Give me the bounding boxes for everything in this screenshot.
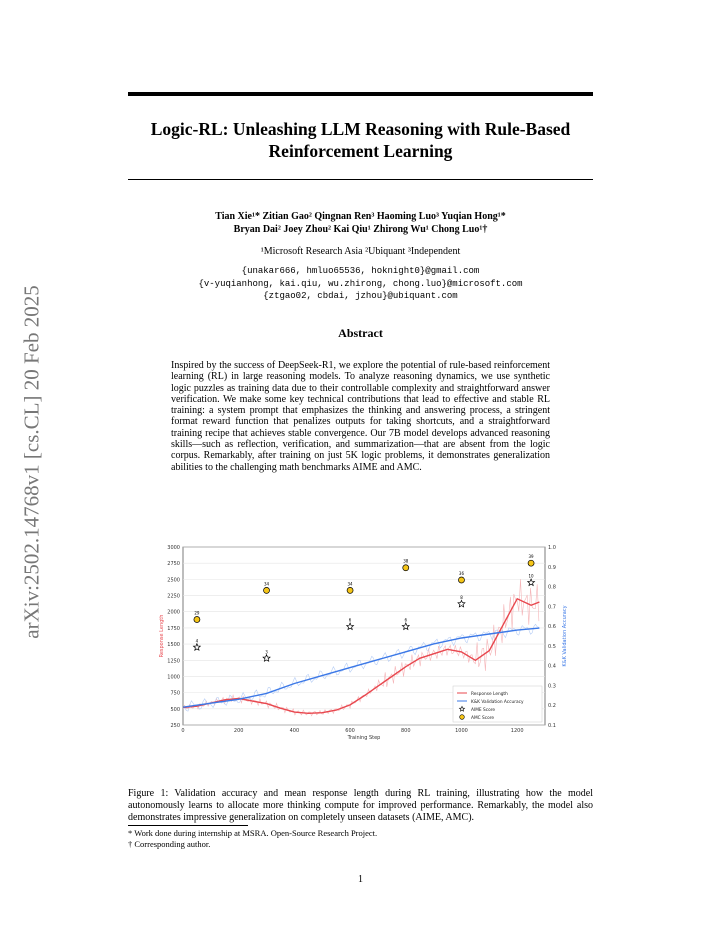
y-axis-label-left: Response Length [159, 614, 165, 658]
amc-score-marker [528, 560, 534, 566]
amc-score-marker [347, 587, 353, 593]
email-line: {ztgao02, cbdai, jzhou}@ubiquant.com [263, 291, 458, 301]
y-axis-label-right: K&K Validation Accuracy [562, 605, 568, 667]
footnote-corresponding: † Corresponding author. [128, 839, 211, 849]
aime-score-label: 3 [265, 649, 268, 655]
page-number: 1 [358, 874, 363, 885]
aime-score-label: 6 [348, 617, 352, 623]
y-tick-label-left: 750 [170, 690, 180, 697]
y-tick-label-left: 1000 [167, 674, 180, 681]
y-tick-label-left: 3000 [167, 545, 180, 551]
legend-label-response: Response Length [471, 692, 508, 697]
y-tick-label-right: 0.6 [548, 624, 556, 631]
x-tick-label: 1200 [510, 728, 524, 734]
y-tick-label-right: 0.5 [548, 643, 556, 650]
figure-caption: Figure 1: Validation accuracy and mean response length during RL training, illustrating how the model autonomously learns to allocate more thinking compute for improved performance. Remarkably, the model also demonstrates impressive generalization on completely unseen datasets (AIME, AMC). [128, 788, 593, 824]
y-tick-label-left: 2000 [167, 609, 180, 616]
y-tick-label-left: 250 [170, 723, 180, 729]
author-line-2: Bryan Dai² Joey Zhou² Kai Qiu¹ Zhirong Wu¹ Chong Luo¹† [233, 224, 488, 235]
aime-score-label: 4 [195, 638, 199, 644]
email-line: {unakar666, hmluo65536, hoknight0}@gmail.com [241, 266, 480, 276]
email-line: {v-yuqianhong, kai.qiu, wu.zhirong, chong.luo}@microsoft.com [198, 278, 523, 289]
x-tick-label: 1000 [455, 728, 468, 734]
amc-score-label: 39 [528, 554, 534, 560]
y-tick-label-right: 0.2 [548, 703, 556, 710]
amc-score-label: 29 [194, 610, 200, 616]
aime-score-label: 6 [404, 617, 408, 623]
y-tick-label-left: 1750 [167, 625, 180, 632]
title-rule-bottom [128, 179, 593, 180]
y-tick-label-left: 500 [170, 706, 180, 713]
y-tick-label-left: 2750 [167, 561, 180, 568]
arxiv-sidebar-stamp: arXiv:2502.14768v1 [cs.CL] 20 Feb 2025 [19, 285, 44, 639]
x-tick-label: 600 [345, 728, 355, 734]
x-tick-label: 0 [181, 728, 185, 734]
y-tick-label-right: 0.1 [548, 723, 556, 729]
amc-score-marker [264, 587, 270, 593]
figure-1-chart [150, 538, 590, 778]
y-tick-label-right: 0.8 [548, 584, 556, 591]
y-tick-label-right: 0.7 [548, 604, 556, 611]
y-tick-label-right: 0.4 [548, 663, 556, 670]
amc-score-label: 38 [403, 558, 409, 564]
y-tick-label-left: 2500 [167, 577, 180, 584]
legend-swatch-amc [460, 715, 465, 720]
x-axis-label: Training Step [347, 735, 381, 741]
author-line-1: Tian Xie¹* Zitian Gao² Qingnan Ren³ Haoming Luo³ Yuqian Hong¹* [215, 211, 506, 222]
email-list [128, 265, 593, 303]
amc-score-marker [458, 577, 464, 583]
aime-score-label: 8 [460, 594, 463, 600]
y-tick-label-right: 1.0 [548, 545, 556, 551]
y-tick-label-right: 0.3 [548, 683, 556, 690]
legend-label-aime: AIME Score [471, 708, 496, 713]
x-tick-label: 200 [233, 728, 244, 734]
y-tick-label-left: 1500 [167, 642, 180, 649]
amc-score-marker [403, 565, 409, 571]
aime-score-label: 10 [528, 573, 534, 579]
footnote-rule [128, 825, 248, 826]
amc-score-label: 36 [458, 571, 465, 577]
y-tick-label-right: 0.9 [548, 564, 556, 571]
y-tick-label-left: 2250 [167, 593, 180, 600]
amc-score-marker [194, 616, 200, 622]
amc-score-label: 34 [347, 581, 353, 587]
y-tick-label-left: 1250 [167, 658, 180, 665]
footnote-work: * Work done during internship at MSRA. Open-Source Research Project. [128, 828, 378, 838]
abstract-body: Inspired by the success of DeepSeek-R1, we explore the potential of rule-based reinforcement learning (RL) in large reasoning models. To analyze reasoning dynamics, we use synthetic logic puzzles as training data due to their controllable complexity and straightforward answer verification. We make some key technical contributions that lead to effective and stable RL training: a system prompt that emphasizes the thinking and answering process, a stringent format reward function that penalizes outputs for taking shortcuts, and a straightforward training recipe that achieves stable convergence. Our 7B model develops advanced reasoning skills—such as reflection, verification, and summarization—that are absent from the logic corpus. Remarkably, after training on just 5K logic problems, it demonstrates generalization abilities to the challenging math benchmarks AIME and AMC. [171, 360, 550, 473]
abstract-heading: Abstract [338, 326, 383, 340]
amc-score-label: 34 [263, 581, 270, 587]
paper-title: Logic-RL: Unleashing LLM Reasoning with Rule-Based Reinforcement Learning [150, 119, 571, 161]
x-tick-label: 800 [400, 728, 411, 734]
title-rule-top [128, 92, 593, 96]
author-list [128, 210, 593, 236]
affiliations: ¹Microsoft Research Asia ²Ubiquant ³Independent [260, 246, 461, 257]
x-tick-label: 400 [289, 728, 300, 734]
legend-label-accuracy: K&K Validation Accuracy [471, 700, 524, 705]
legend-label-amc: AMC Score [471, 716, 495, 721]
